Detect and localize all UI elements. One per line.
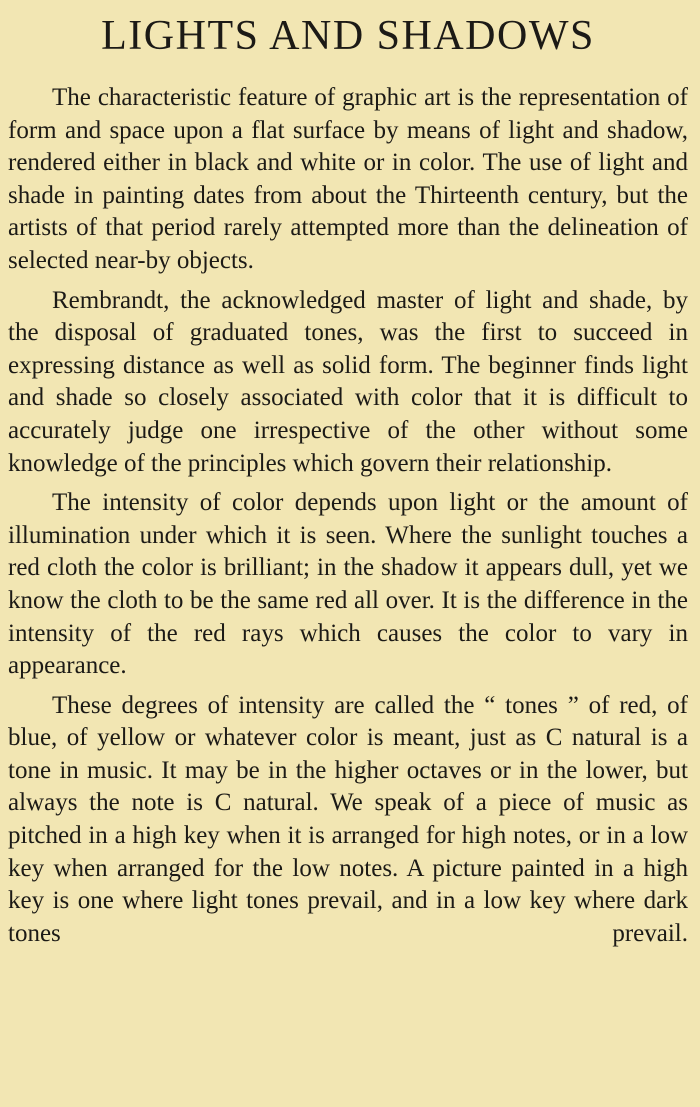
paragraph-rembrandt: Rembrandt, the acknowledged master of light and shade, by the disposal of graduated tones, was the first to succeed in expressing distance as well as solid form. The beginner finds light and shade so closely associated with color that it is difficult to accurately judge one irrespective of the other without some knowledge of the principles which govern their relationship. — [8, 286, 688, 477]
page-title: LIGHTS AND SHADOWS — [101, 13, 595, 59]
paragraph-graphic-art: The characteristic feature of graphic art is the representation of form and space upon a flat surface by means of light and shadow, rendered either in black and white or in color. The use of light and shade in painting dates from about the Thirteenth century, but the artists of that period rarely attempted more than the delineation of selected near-by objects. — [8, 84, 688, 274]
paragraph-tones: These degrees of intensity are called the “ tones ” of red, of blue, of yellow or whatever color is meant, just as C natural is a tone in music. It may be in the higher octaves or in the lower, but always the note is C natural. We speak of a piece of music as pitched in a high key when it is arranged for high notes, or in a low key when arranged for the low notes. A picture painted in a high key is one where light tones prevail, and in a low key where dark tones prevail. — [8, 691, 688, 947]
paragraph-intensity-of-color: The intensity of color depends upon light or the amount of illumination under which it is seen. Where the sunlight touches a red cloth the color is brilliant; in the shadow it appears dull, yet we know the cloth to be the same red all over. It is the difference in the intensity of the red rays which causes the color to vary in appearance. — [8, 489, 688, 680]
